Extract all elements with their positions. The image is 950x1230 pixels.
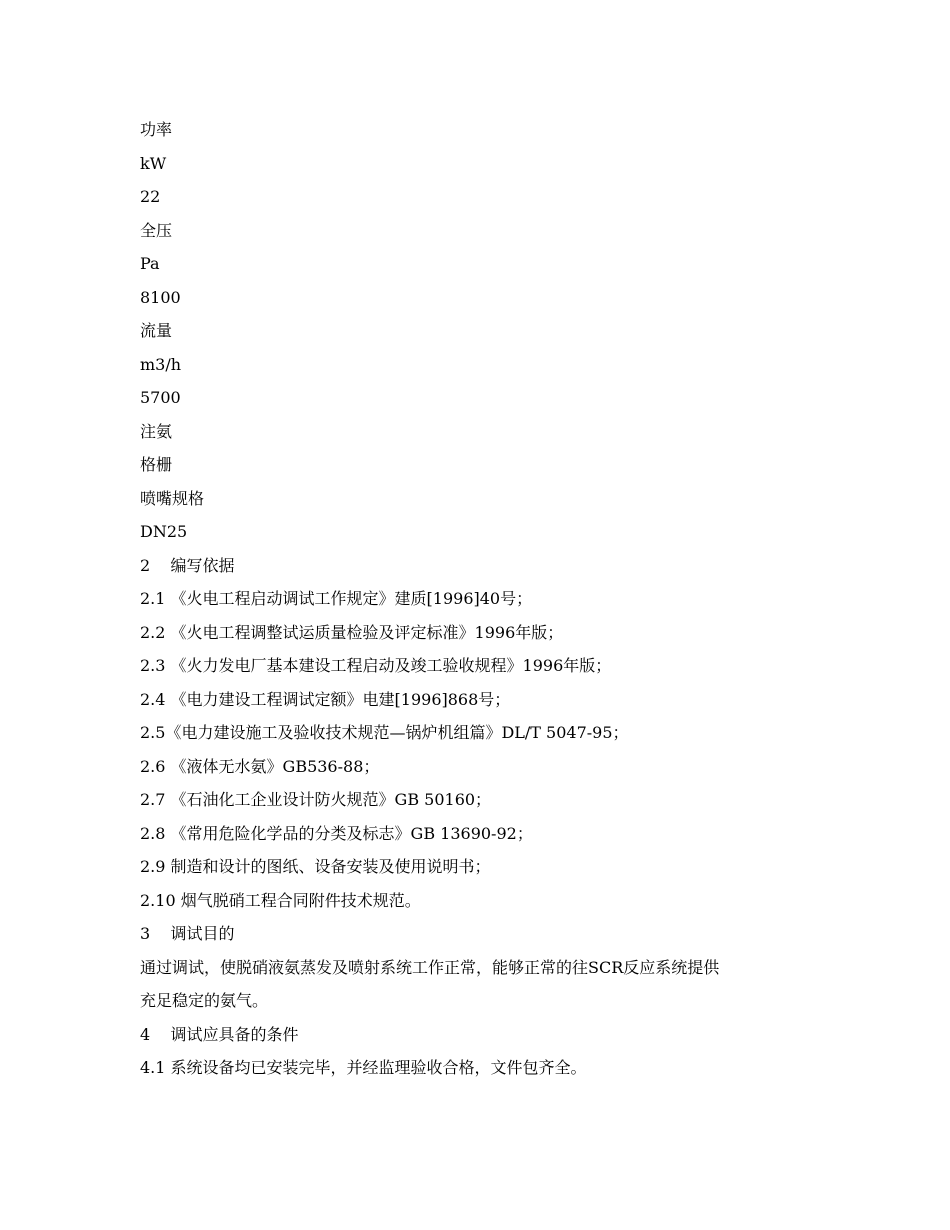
text-line: 22 (140, 187, 161, 206)
text-line: DN25 (140, 522, 188, 541)
text-line: kW (140, 153, 167, 173)
reference-item: 2.1 《火电工程启动调试工作规定》建质[1996]40号； (140, 589, 533, 608)
reference-item: 2.5《电力建设施工及验收技术规范—锅炉机组篇》DL/T 5047-95； (140, 723, 629, 742)
text-line: m3/h (140, 354, 182, 374)
section-heading: 3 调试目的 (140, 924, 235, 943)
text-line: 流量 (140, 321, 173, 340)
text-line: 注氨 (140, 421, 173, 441)
paragraph-line: 充足稳定的氨气。 (140, 991, 269, 1010)
condition-item: 4.1 系统设备均已安装完毕，并经监理验收合格，文件包齐全。 (140, 1058, 587, 1077)
text-line: 功率 (140, 120, 173, 139)
text-line: 喷嘴规格 (140, 488, 205, 508)
reference-item: 2.2 《火电工程调整试运质量检验及评定标准》1996年版； (140, 622, 564, 642)
reference-item: 2.10 烟气脱硝工程合同附件技术规范。 (140, 890, 421, 910)
text-line: Pa (140, 254, 160, 273)
reference-item: 2.6 《液体无水氨》GB536-88； (140, 756, 380, 776)
section-heading: 2 编写依据 (140, 555, 235, 575)
paragraph-line: 通过调试，使脱硝液氨蒸发及喷射系统工作正常，能够正常的往SCR反应系统提供 (140, 957, 720, 977)
reference-item: 2.8 《常用危险化学品的分类及标志》GB 13690-92； (140, 823, 533, 843)
text-line: 5700 (140, 388, 181, 407)
reference-item: 2.3 《火力发电厂基本建设工程启动及竣工验收规程》1996年版； (140, 656, 612, 675)
reference-item: 2.7 《石油化工企业设计防火规范》GB 50160； (140, 790, 492, 809)
document-body (140, 113, 820, 1085)
text-line: 全压 (140, 220, 173, 240)
reference-item: 2.4 《电力建设工程调试定额》电建[1996]868号； (140, 689, 511, 709)
text-line: 格栅 (140, 455, 173, 474)
reference-item: 2.9 制造和设计的图纸、设备安装及使用说明书； (140, 857, 491, 876)
text-line: 8100 (140, 287, 181, 307)
section-heading: 4 调试应具备的条件 (140, 1024, 299, 1044)
